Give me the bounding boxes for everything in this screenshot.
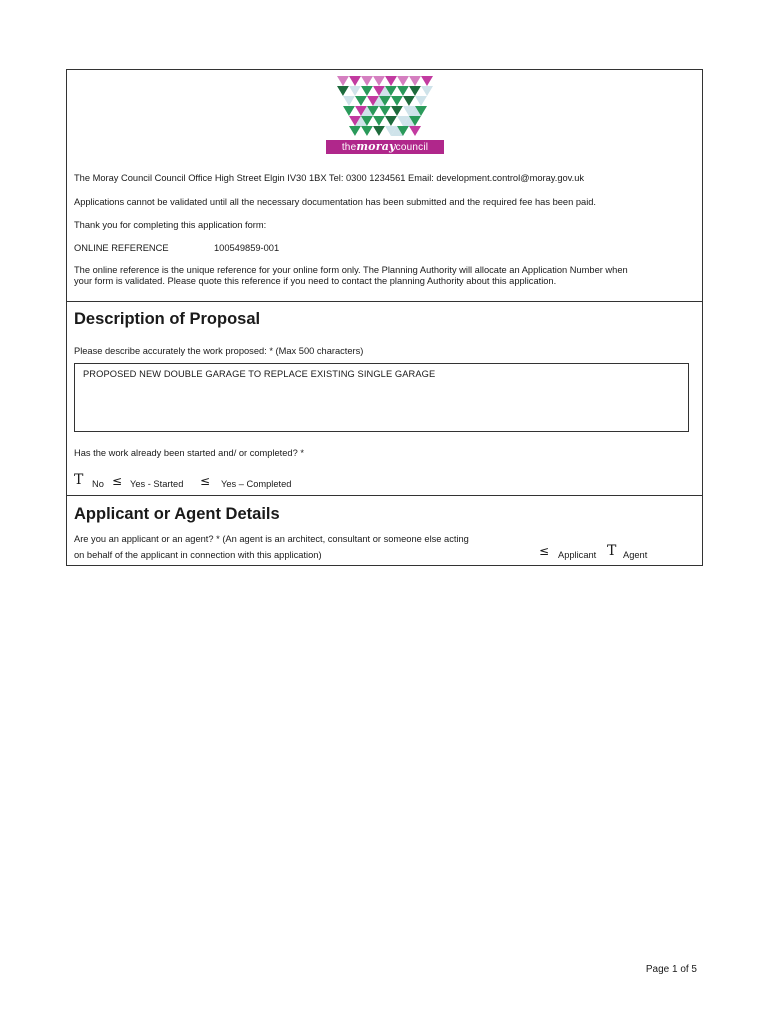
logo-tile: [409, 76, 421, 86]
proposal-prompt: Please describe accurately the work proposed: * (Max 500 characters): [74, 346, 364, 356]
logo-tile: [349, 76, 361, 86]
description-section-title: Description of Proposal: [74, 310, 261, 328]
radio-unselected-icon[interactable]: ≤: [539, 544, 550, 558]
validation-note: Applications cannot be validated until all the necessary documentation has been submitted and the required fee has been paid.: [74, 197, 597, 207]
logo-tile: [397, 76, 409, 86]
reference-note-line2: your form is validated. Please quote this reference if you need to contact the planning Authority about this application.: [74, 276, 557, 286]
section-divider: [66, 495, 703, 496]
applicant-section-title: Applicant or Agent Details: [74, 505, 280, 523]
proposal-text: PROPOSED NEW DOUBLE GARAGE TO REPLACE EXISTING SINGLE GARAGE: [83, 369, 436, 379]
logo-tile: [361, 76, 373, 86]
radio-unselected-icon[interactable]: ≤: [112, 474, 123, 488]
work-started-question: Has the work already been started and/ or completed? *: [74, 448, 304, 458]
option-yes-completed-label: Yes – Completed: [221, 479, 292, 489]
moray-council-logo: [324, 76, 446, 156]
logo-tile: [421, 76, 433, 86]
page-number: Page 1 of 5: [645, 964, 697, 975]
option-no-label: No: [92, 479, 104, 489]
proposal-textarea[interactable]: [74, 363, 689, 432]
logo-tile: [385, 76, 397, 86]
thanks-line: Thank you for completing this application form:: [74, 220, 267, 230]
online-reference-value: 100549859-001: [214, 243, 280, 253]
reference-note-line1: The online reference is the unique reference for your online form only. The Planning Authority will allocate an Application Number when: [74, 265, 628, 275]
logo-wordmark: themoraycouncil: [326, 140, 444, 154]
logo-tile: [373, 76, 385, 86]
radio-unselected-icon[interactable]: ≤: [200, 474, 211, 488]
applicant-question-line2: on behalf of the applicant in connection with this application): [74, 550, 322, 560]
council-address: The Moray Council Council Office High Street Elgin IV30 1BX Tel: 0300 1234561 Email: development.control@moray.gov.uk: [74, 173, 585, 183]
online-reference-label: ONLINE REFERENCE: [74, 243, 169, 253]
logo-emblem-icon: [324, 76, 446, 140]
option-applicant-label: Applicant: [558, 550, 597, 560]
radio-selected-icon[interactable]: T: [74, 472, 84, 488]
section-divider: [66, 301, 703, 302]
option-agent-label: Agent: [623, 550, 648, 560]
logo-tile: [337, 76, 349, 86]
radio-selected-icon[interactable]: T: [607, 543, 617, 559]
applicant-question-line1: Are you an applicant or an agent? * (An agent is an architect, consultant or someone else acting: [74, 534, 469, 544]
option-yes-started-label: Yes - Started: [130, 479, 184, 489]
